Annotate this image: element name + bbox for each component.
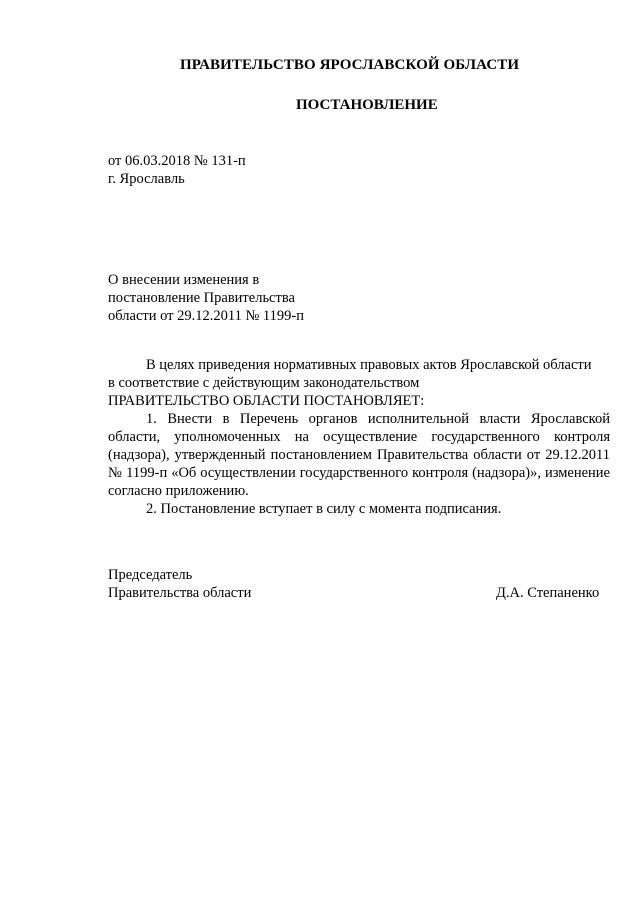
signature-position-line-2: Правительства области xyxy=(108,585,252,601)
decree-statement: ПРАВИТЕЛЬСТВО ОБЛАСТИ ПОСТАНОВЛЯЕТ: xyxy=(108,393,425,409)
signature-name: Д.А. Степаненко xyxy=(496,585,600,601)
city: г. Ярославль xyxy=(108,171,185,187)
date-number: от 06.03.2018 № 131-п xyxy=(108,153,246,169)
item-2: 2. Постановление вступает в силу с момента подписания. xyxy=(146,501,502,517)
document-subject xyxy=(108,271,304,325)
signature-position-line-1: Председатель xyxy=(108,567,193,583)
document-type-title: ПОСТАНОВЛЕНИЕ xyxy=(296,97,438,113)
intro-line-1: В целях приведения нормативных правовых актов Ярославской области xyxy=(146,357,592,373)
item-1: 1. Внести в Перечень органов исполнительной власти Ярославской области, уполномоченных на осуществление государственного контроля (надзора), утвержденный постановлением Правительства области от 29.12.2011 № 1199-п «Об осуществлении государственного контроля (надзора)», изменение согласно приложению. xyxy=(108,411,610,499)
subject-line: постановление Правительства xyxy=(108,290,295,306)
document-meta xyxy=(108,152,246,188)
subject-line: О внесении изменения в xyxy=(108,272,260,288)
organization-title: ПРАВИТЕЛЬСТВО ЯРОСЛАВСКОЙ ОБЛАСТИ xyxy=(180,57,520,73)
intro-line-2: в соответствие с действующим законодательством xyxy=(108,375,420,391)
signature-position xyxy=(108,566,251,602)
document-body xyxy=(108,356,610,518)
subject-line: области от 29.12.2011 № 1199-п xyxy=(108,308,304,324)
